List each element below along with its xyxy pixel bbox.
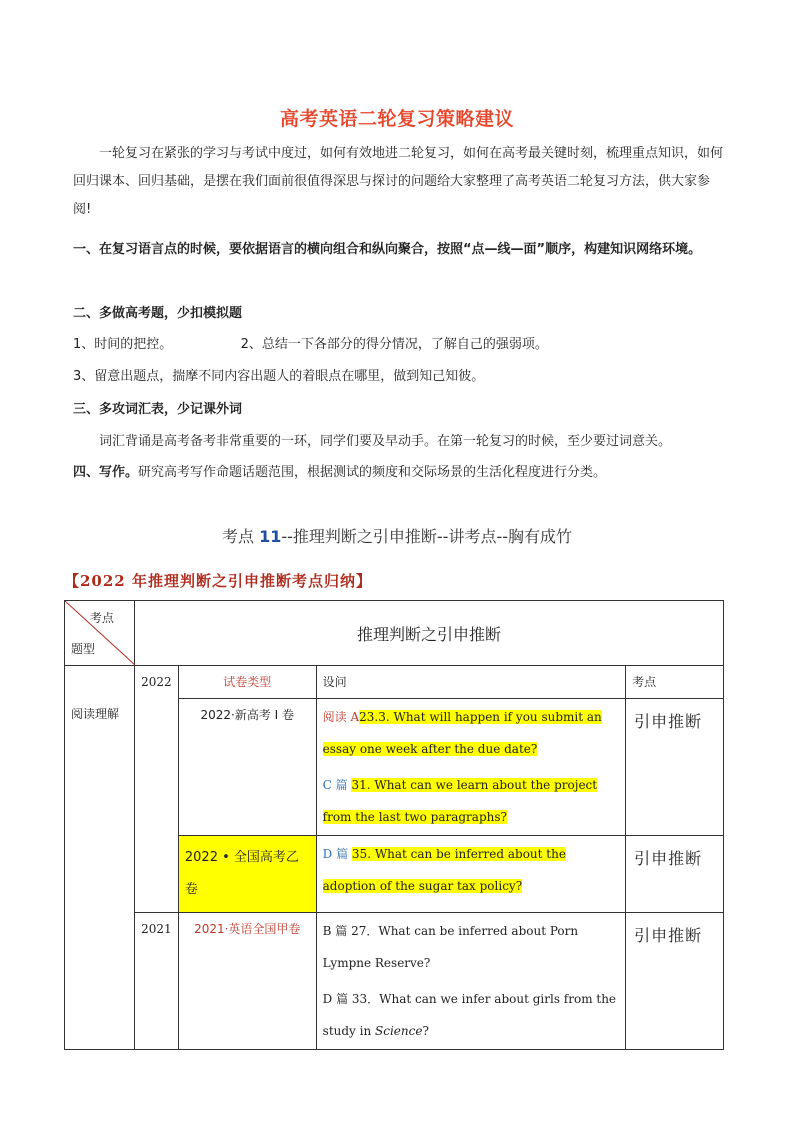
paper-type: 2022 • 全国高考乙卷 — [178, 836, 316, 913]
document-title: 高考英语二轮复习策略建议 — [279, 108, 514, 130]
section-2-items-row — [73, 331, 723, 359]
point-value: 引申推断 — [626, 913, 724, 1050]
point-value: 引申推断 — [626, 836, 724, 913]
question-cell — [316, 699, 625, 836]
row-label: 阅读理解 — [65, 666, 135, 1050]
question-cell — [316, 836, 625, 913]
section-3-text: 词汇背诵是高考备考非常重要的一环，同学们要及早动手。在第一轮复习的时候，至少要过词意关。 — [99, 434, 672, 449]
column-header-row — [65, 666, 724, 699]
corner-top-label: 考点 — [89, 611, 114, 625]
col-question: 设问 — [316, 666, 625, 699]
question-text: D 篇 33．What can we infer about girls from the study in — [322, 992, 617, 1038]
question-2 — [317, 767, 625, 835]
kaodian-number: 11 — [259, 527, 282, 546]
kaodian-prefix: 考点 — [221, 527, 260, 546]
question-suffix: ? — [422, 1024, 429, 1038]
question-prefix: 阅读 A — [322, 710, 360, 724]
question-prefix: C 篇 — [322, 778, 352, 792]
section-2-item-2: 2、总结一下各部分的得分情况，了解自己的强弱项。 — [240, 337, 548, 352]
col-paper-type: 试卷类型 — [178, 666, 316, 699]
question-1: B 篇 27．What can be inferred about Porn Lympne Reserve? — [322, 924, 579, 970]
kaodian-table — [64, 600, 724, 1050]
intro-paragraph: 一轮复习在紧张的学习与考试中度过，如何有效地进二轮复习，如何在高考最关键时刻，梳理重点知识，如何回归课本、回归基础，是摆在我们面前很值得深思与探讨的问题给大家整理了高考英语二轮复习方法，供大家参阅! — [73, 146, 724, 217]
paper-type: 2021·英语全国甲卷 — [178, 913, 316, 1050]
question-prefix: D 篇 — [322, 847, 352, 861]
section-4-text: 研究高考写作命题话题范围，根据测试的频度和交际场景的生活化程度进行分类。 — [138, 465, 607, 480]
table-header-row — [65, 601, 724, 666]
question-1 — [317, 836, 625, 904]
corner-bottom-label: 题型 — [71, 642, 96, 656]
question-emphasis: Science — [375, 1024, 423, 1038]
year-2022: 2022 — [134, 666, 178, 913]
header-title: 推理判断之引申推断 — [134, 601, 723, 666]
summary-heading: 【2022 年推理判断之引申推断考点归纳】 — [64, 572, 372, 590]
year-2021: 2021 — [134, 913, 178, 1050]
table-row — [65, 913, 724, 1050]
kaodian-title — [0, 524, 794, 547]
section-2-item-1: 1、时间的把控。 — [73, 337, 173, 352]
question-text: 31. What can we learn about the project from the last two paragraphs? — [322, 778, 598, 824]
question-text: 35. What can be inferred about the adoption of the sugar tax policy? — [322, 847, 566, 893]
section-4 — [73, 459, 723, 487]
paper-type: 2022·新高考 I 卷 — [178, 699, 316, 836]
kaodian-rest: --推理判断之引申推断--讲考点--胸有成竹 — [281, 527, 572, 546]
point-value: 引申推断 — [626, 699, 724, 836]
section-2-item-3: 3、留意出题点，揣摩不同内容出题人的着眼点在哪里，做到知己知彼。 — [73, 369, 485, 384]
question-text: 23.3. What will happen if you submit an essay one week after the due date? — [322, 710, 602, 756]
section-2-heading: 二、多做高考题，少扣模拟题 — [73, 306, 243, 321]
question-1 — [317, 699, 625, 767]
section-3-heading: 三、多攻词汇表，少记课外词 — [73, 402, 243, 417]
question-cell — [316, 913, 625, 1050]
diagonal-header-cell — [65, 601, 135, 666]
question-2 — [317, 981, 625, 1049]
col-point: 考点 — [626, 666, 724, 699]
section-4-heading: 四、写作。 — [73, 465, 139, 480]
section-1: 一、在复习语言点的时候，要依据语言的横向组合和纵向聚合，按照“点—线—面”顺序，构建知识网络环境。 — [73, 242, 702, 257]
